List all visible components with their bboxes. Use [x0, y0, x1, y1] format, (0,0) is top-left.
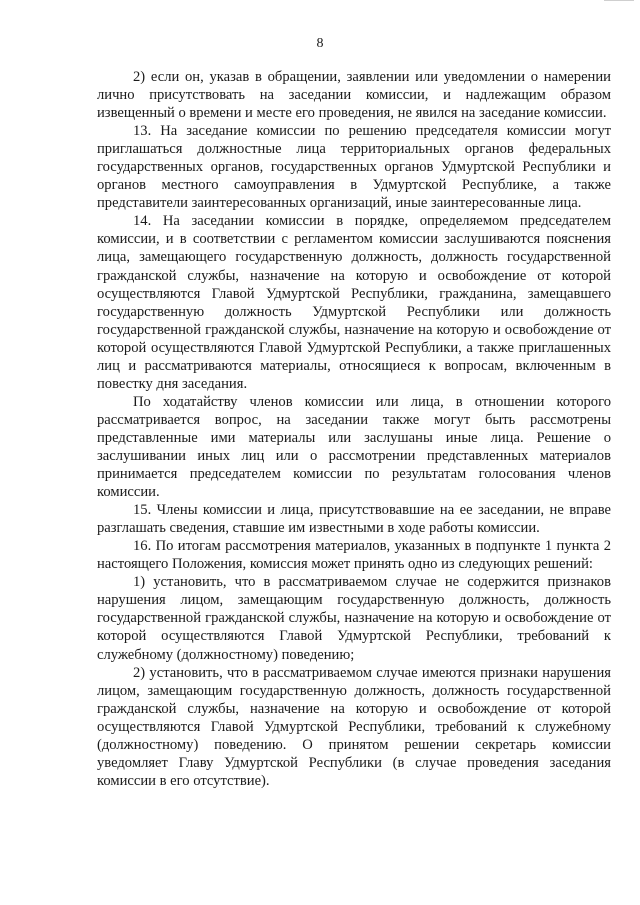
scan-edge-mark	[604, 0, 634, 1]
paragraph-clause-16: 16. По итогам рассмотрения материалов, указанных в подпункте 1 пункта 2 настоящего Положения, комиссия может принять одно из следующих решений:	[97, 538, 611, 573]
document-body	[97, 68, 611, 790]
paragraph-clause-16-item-2: 2) установить, что в рассматриваемом случае имеются признаки нарушения лицом, замещающим государственную должность, должность государственной гражданской службы, назначение на которую и освобождение от которой осуществляются Главой Удмуртской Республики, требований к служебному (должностному) поведению. О принятом решении секретарь комиссии уведомляет Главу Удмуртской Республики (в случае проведения заседания комиссии в его отсутствие).	[97, 664, 611, 789]
page-number: 8	[316, 36, 324, 51]
paragraph-clause-15: 15. Члены комиссии и лица, присутствовавшие на ее заседании, не вправе разглашать сведения, ставшие им известными в ходе работы комиссии.	[97, 502, 611, 537]
paragraph-clause-13: 13. На заседание комиссии по решению председателя комиссии могут приглашаться должностные лица территориальных органов федеральных государственных органов, государственных органов Удмуртской Республики и органов местного самоуправления в Удмуртской Республике, а также представители заинтересованных организаций, иные заинтересованные лица.	[97, 123, 611, 212]
paragraph-clause-12-item-2: 2) если он, указав в обращении, заявлении или уведомлении о намерении лично присутствовать на заседании комиссии, и надлежащим образом извещенный о времени и месте его проведения, не явился на заседание комиссии.	[97, 69, 611, 122]
paragraph-clause-14-petition: По ходатайству членов комиссии или лица, в отношении которого рассматривается вопрос, на заседании также могут быть рассмотрены представленные ими материалы или заслушаны иные лица. Решение о заслушивании иных лиц или о рассмотрении представленных материалов принимается председателем комиссии по результатам голосования членов комиссии.	[97, 393, 611, 501]
paragraph-clause-14: 14. На заседании комиссии в порядке, определяемом председателем комиссии, и в соответствии с регламентом комиссии заслушиваются пояснения лица, замещающего государственную должность, должность государственной гражданской службы, назначение на которую и освобождение от которой осуществляются Главой Удмуртской Республики, гражданина, замещавшего государственную должность Удмуртской Республики или должность государственной гражданской службы, назначение на которую и освобождение от которой осуществляются Главой Удмуртской Республики, а также приглашенных лиц и рассматриваются материалы, относящиеся к вопросам, включенным в повестку дня заседания.	[97, 213, 611, 392]
paragraph-clause-16-item-1: 1) установить, что в рассматриваемом случае не содержится признаков нарушения лицом, замещающим государственную должность, должность государственной гражданской службы, назначение на которую и освобождение от которой осуществляются Главой Удмуртской Республики, требований к служебному (должностному) поведению;	[97, 574, 611, 663]
